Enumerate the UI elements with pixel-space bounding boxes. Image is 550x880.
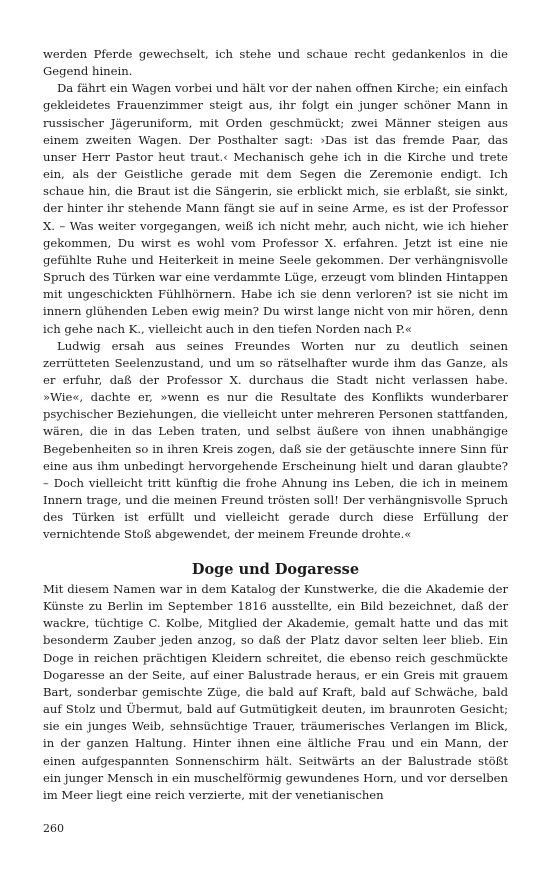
section-text (43, 581, 508, 804)
paragraph: Da fährt ein Wagen vorbei und hält vor der nahen offnen Kirche; ein einfach gekleidetes Frauenzimmer steigt aus, ihr folgt ein junger schöner Mann in russischer Jägeruniform, mit Orden geschmückt; zwei Männer steigen aus einem zweiten Wagen. Der Posthalter sagt: ›Das ist das fremde Paar, das unser Herr Pastor heut traut.‹ Mechanisch gehe ich in die Kirche und trete ein, als der Geistliche gerade mit dem Segen die Zeremonie endigt. Ich schaue hin, die Braut ist die Sängerin, sie erblickt mich, sie erblaßt, sie sinkt, der hinter ihr stehende Mann fängt sie auf in seine Arme, es ist der Professor X. – Was weiter vorgegangen, weiß ich nicht mehr, auch nicht, wie ich hieher gekommen, Du wirst es wohl vom Professor X. erfahren. Jetzt ist eine nie gefühlte Ruhe und Heiterkeit in meine Seele gekommen. Der verhängnisvolle Spruch des Türken war eine verdammte Lüge, erzeugt vom blinden Hintappen mit ungeschickten Fühlhörnern. Habe ich sie denn verloren? ist sie nicht im innern glühenden Leben ewig mein? Du wirst lange nicht von mir hören, denn ich gehe nach K., vielleicht auch in den tiefen Norden nach P.« (43, 81, 508, 336)
paragraph: Ludwig ersah aus seines Freundes Worten nur zu deutlich seinen zerrütteten Seelenzustand, und um so rätselhafter wurde ihm das Ganze, als er erfuhr, daß der Professor X. durchaus die Stadt nicht verlassen habe. »Wie«, dachte er, »wenn es nur die Resultate des Konflikts wunderbarer psychischer Beziehungen, die vielleicht unter mehreren Personen stattfanden, wären, die in das Leben traten, und selbst äußere von ihnen unabhängige Begebenheiten so in ihren Kreis zogen, daß sie der getäuschte innere Sinn für eine aus ihm unbedingt hervorgehende Erscheinung hielt und daran glaubte? – Doch vielleicht tritt künftig die frohe Ahnung ins Leben, die ich in meinem Innern trage, und die meinen Freund trösten soll! Der verhängnisvolle Spruch des Türken ist erfüllt und vielleicht gerade durch diese Erfüllung der vernichtende Stoß abgewendet, der meinem Freunde drohte.« (43, 338, 508, 542)
section-heading: Doge und Dogaresse (191, 561, 360, 578)
paragraph: Mit diesem Namen war in dem Katalog der Kunstwerke, die die Akademie der Künste zu Berlin im September 1816 ausstellte, ein Bild bezeichnet, daß der wackre, tüchtige C. Kolbe, Mitglied der Akademie, gemalt hatte und das mit besonderm Zauber jeden anzog, so daß der Platz davor selten leer blieb. Ein Doge in reichen prächtigen Kleidern schreitet, die ebenso reich geschmückte Dogaresse an der Seite, auf einer Balustrade heraus, er ein Greis mit grauem Bart, sonderbar gemischte Züge, die bald auf Kraft, bald auf Schwäche, bald auf Stolz und Übermut, bald auf Gutmütigkeit deuten, im braunroten Gesicht; sie ein junges Weib, sehnsüchtige Trauer, träumerisches Verlangen im Blick, in der ganzen Haltung. Hinter ihnen eine ältliche Frau und ein Mann, der einen aufgespannten Sonnenschirm hält. Seitwärts an der Balustrade stößt ein junger Mensch in ein muschelförmig gewundenes Horn, und vor derselben im Meer liegt eine reich verzierte, mit der venetianischen (43, 582, 508, 802)
page-number: 260 (43, 822, 64, 835)
chapter-text-top (43, 46, 508, 544)
paragraph: werden Pferde gewechselt, ich stehe und schaue recht gedankenlos in die Gegend hinein. (43, 47, 508, 79)
